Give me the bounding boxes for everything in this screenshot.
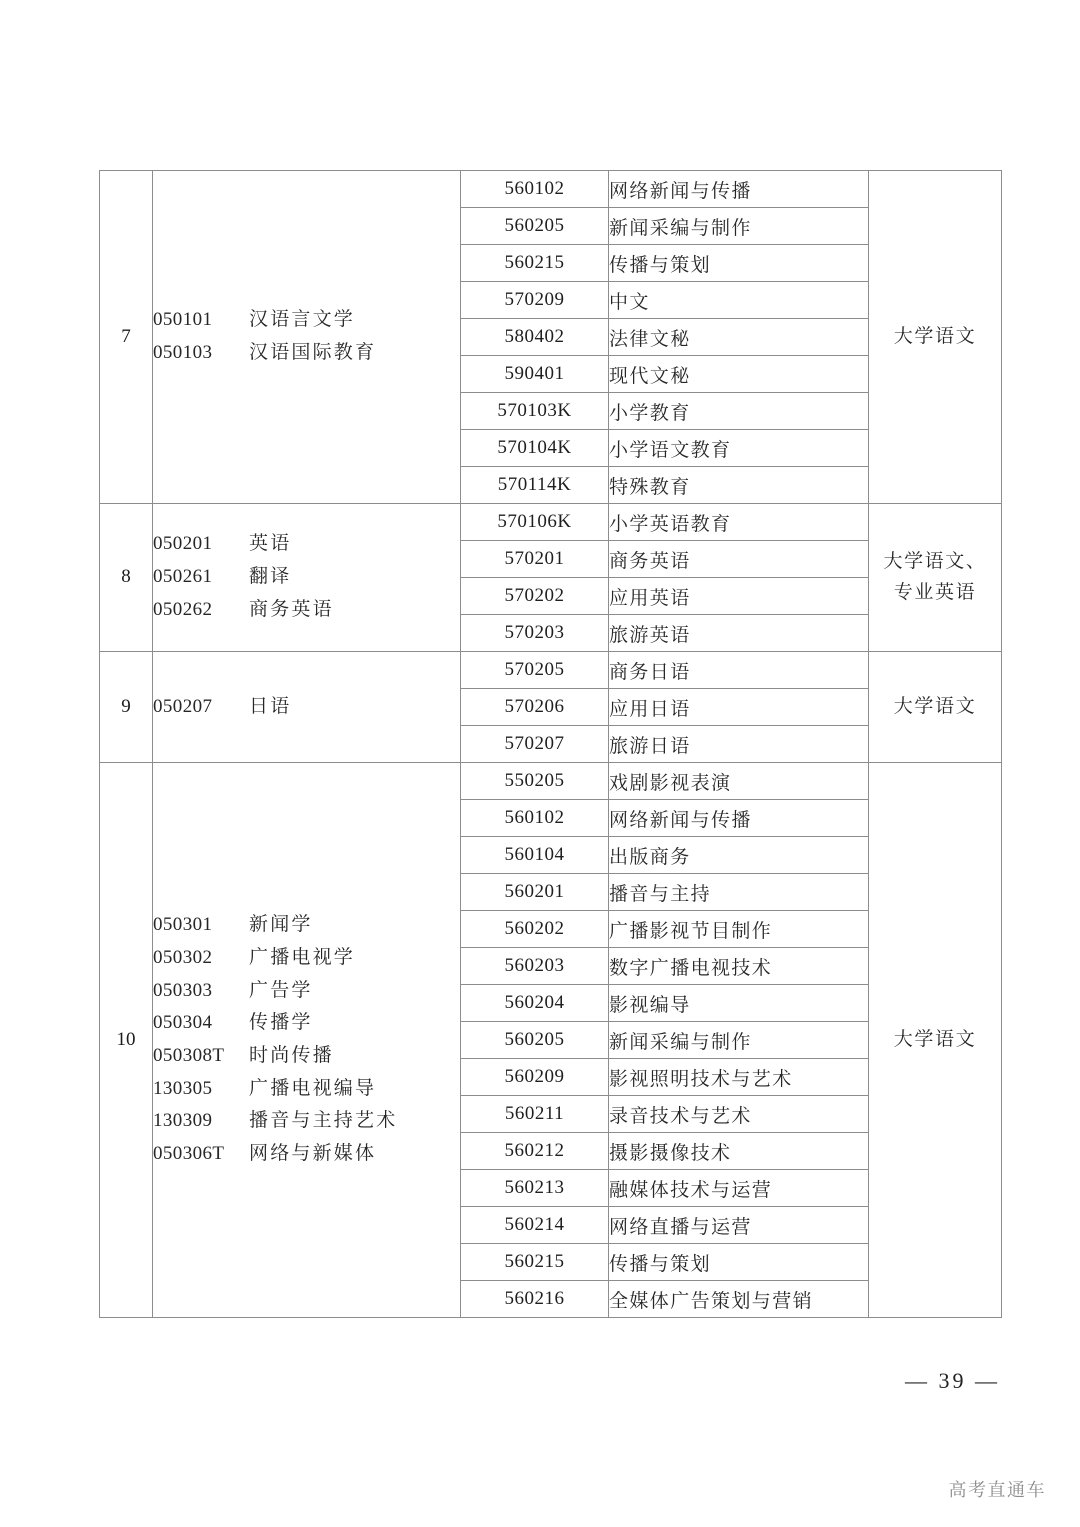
- major-entry: [153, 304, 460, 337]
- specialty-code-cell: 570104K: [461, 430, 609, 467]
- specialty-name-cell: 应用日语: [609, 689, 869, 726]
- exam-subject-cell: [869, 652, 1002, 763]
- group-index-cell: 10: [100, 763, 153, 1318]
- specialty-table-container: [99, 170, 1001, 1318]
- specialty-name-cell: 广播影视节目制作: [609, 911, 869, 948]
- specialty-name-cell: 小学英语教育: [609, 504, 869, 541]
- specialty-name-cell: 中文: [609, 282, 869, 319]
- page-number: — 39 —: [905, 1368, 1000, 1393]
- specialty-name-cell: 小学语文教育: [609, 430, 869, 467]
- exam-subject-cell: [869, 763, 1002, 1318]
- major-name: 汉语国际教育: [249, 342, 377, 363]
- specialty-code-cell: 580402: [461, 319, 609, 356]
- undergraduate-major-list-cell: [153, 171, 461, 504]
- major-entry: [153, 975, 460, 1008]
- exam-subject-line: 专业英语: [893, 581, 977, 603]
- specialty-code-cell: 570203: [461, 615, 609, 652]
- specialty-name-cell: 传播与策划: [609, 1244, 869, 1281]
- specialty-code-cell: 570202: [461, 578, 609, 615]
- major-name: 新闻学: [249, 914, 313, 936]
- specialty-code-cell: 560205: [461, 208, 609, 245]
- specialty-name-cell: 现代文秘: [609, 356, 869, 393]
- specialty-code-cell: 570206: [461, 689, 609, 726]
- specialty-code-cell: 560202: [461, 911, 609, 948]
- specialty-code-cell: 560213: [461, 1170, 609, 1207]
- major-name: 广播电视编导: [249, 1077, 377, 1099]
- specialty-code-cell: 550205: [461, 763, 609, 800]
- specialty-name-cell: 播音与主持: [609, 874, 869, 911]
- major-entry: [153, 909, 460, 942]
- major-code: 050308T: [153, 1045, 225, 1066]
- major-entry: [153, 1040, 460, 1073]
- major-name: 时尚传播: [249, 1045, 334, 1066]
- specialty-code-cell: 560102: [461, 171, 609, 208]
- major-name: 日语: [249, 695, 292, 717]
- specialty-code-cell: 570201: [461, 541, 609, 578]
- specialty-code-cell: 570114K: [461, 467, 609, 504]
- specialty-name-cell: 旅游日语: [609, 726, 869, 763]
- exam-subject-line: 大学语文、: [883, 550, 987, 572]
- specialty-code-cell: 560201: [461, 874, 609, 911]
- specialty-name-cell: 旅游英语: [609, 615, 869, 652]
- undergraduate-major-list-cell: [153, 652, 461, 763]
- major-code: 130305: [153, 1077, 213, 1099]
- specialty-name-cell: 新闻采编与制作: [609, 208, 869, 245]
- specialty-code-cell: 560214: [461, 1207, 609, 1244]
- specialty-name-cell: 全媒体广告策划与营销: [609, 1281, 869, 1318]
- major-code: 130309: [153, 1110, 213, 1132]
- major-code: 050303: [153, 979, 213, 1001]
- exam-subject-cell: [869, 504, 1002, 652]
- specialty-name-cell: 法律文秘: [609, 319, 869, 356]
- specialty-code-cell: 560204: [461, 985, 609, 1022]
- major-name: 广告学: [249, 979, 313, 1001]
- specialty-code-cell: 570103K: [461, 393, 609, 430]
- exam-subject-line: 大学语文: [893, 1028, 977, 1050]
- major-name: 英语: [249, 533, 292, 555]
- major-code: 050301: [153, 914, 213, 936]
- major-entry: [153, 1138, 460, 1171]
- undergraduate-major-list-cell: [153, 763, 461, 1318]
- specialty-name-cell: 录音技术与艺术: [609, 1096, 869, 1133]
- table-row: [100, 504, 1002, 541]
- major-name: 汉语言文学: [249, 309, 356, 331]
- major-code: 050207: [153, 695, 213, 717]
- major-name: 翻译: [249, 566, 292, 588]
- specialty-name-cell: 出版商务: [609, 837, 869, 874]
- major-code: 050103: [153, 342, 213, 363]
- specialty-name-cell: 戏剧影视表演: [609, 763, 869, 800]
- specialty-name-cell: 数字广播电视技术: [609, 948, 869, 985]
- specialty-name-cell: 传播与策划: [609, 245, 869, 282]
- major-entry: [153, 594, 460, 627]
- specialty-name-cell: 应用英语: [609, 578, 869, 615]
- undergraduate-major-list-cell: [153, 504, 461, 652]
- specialty-name-cell: 小学教育: [609, 393, 869, 430]
- specialty-correspondence-table: [99, 170, 1002, 1318]
- specialty-code-cell: 570207: [461, 726, 609, 763]
- major-entry: [153, 561, 460, 594]
- major-name: 传播学: [249, 1012, 313, 1034]
- major-code: 050261: [153, 566, 213, 588]
- major-code: 050302: [153, 946, 213, 968]
- specialty-code-cell: 560212: [461, 1133, 609, 1170]
- specialty-code-cell: 570106K: [461, 504, 609, 541]
- major-code: 050101: [153, 309, 213, 331]
- watermark-label: 高考直通车: [948, 1480, 1046, 1500]
- specialty-name-cell: 新闻采编与制作: [609, 1022, 869, 1059]
- specialty-code-cell: 560209: [461, 1059, 609, 1096]
- specialty-code-cell: 570205: [461, 652, 609, 689]
- major-entry: [153, 528, 460, 561]
- major-code: 050306T: [153, 1143, 225, 1165]
- specialty-code-cell: 560203: [461, 948, 609, 985]
- group-index-cell: 8: [100, 504, 153, 652]
- specialty-code-cell: 560205: [461, 1022, 609, 1059]
- specialty-name-cell: 影视照明技术与艺术: [609, 1059, 869, 1096]
- specialty-code-cell: 560215: [461, 1244, 609, 1281]
- table-row: [100, 763, 1002, 800]
- specialty-name-cell: 特殊教育: [609, 467, 869, 504]
- major-code: 050262: [153, 598, 213, 620]
- major-entry: [153, 691, 460, 724]
- major-entry: [153, 1073, 460, 1106]
- major-name: 网络与新媒体: [249, 1143, 377, 1165]
- specialty-code-cell: 560216: [461, 1281, 609, 1318]
- specialty-code-cell: 570209: [461, 282, 609, 319]
- major-entry: [153, 942, 460, 975]
- group-index-cell: 7: [100, 171, 153, 504]
- major-name: 播音与主持艺术: [249, 1110, 398, 1132]
- major-entry: [153, 1007, 460, 1040]
- exam-subject-line: 大学语文: [893, 325, 977, 347]
- specialty-code-cell: 590401: [461, 356, 609, 393]
- table-row: [100, 652, 1002, 689]
- specialty-code-cell: 560102: [461, 800, 609, 837]
- specialty-name-cell: 网络直播与运营: [609, 1207, 869, 1244]
- specialty-name-cell: 融媒体技术与运营: [609, 1170, 869, 1207]
- exam-subject-cell: [869, 171, 1002, 504]
- major-name: 商务英语: [249, 598, 334, 620]
- specialty-name-cell: 影视编导: [609, 985, 869, 1022]
- specialty-name-cell: 商务英语: [609, 541, 869, 578]
- specialty-name-cell: 摄影摄像技术: [609, 1133, 869, 1170]
- specialty-code-cell: 560211: [461, 1096, 609, 1133]
- major-code: 050201: [153, 533, 213, 555]
- specialty-code-cell: 560104: [461, 837, 609, 874]
- specialty-name-cell: 商务日语: [609, 652, 869, 689]
- specialty-name-cell: 网络新闻与传播: [609, 171, 869, 208]
- specialty-name-cell: 网络新闻与传播: [609, 800, 869, 837]
- major-code: 050304: [153, 1012, 213, 1034]
- table-body: [100, 171, 1002, 1318]
- exam-subject-line: 大学语文: [893, 695, 977, 717]
- specialty-code-cell: 560215: [461, 245, 609, 282]
- table-row: [100, 171, 1002, 208]
- major-entry: [153, 1105, 460, 1138]
- major-entry: [153, 337, 460, 370]
- group-index-cell: 9: [100, 652, 153, 763]
- major-name: 广播电视学: [249, 946, 356, 968]
